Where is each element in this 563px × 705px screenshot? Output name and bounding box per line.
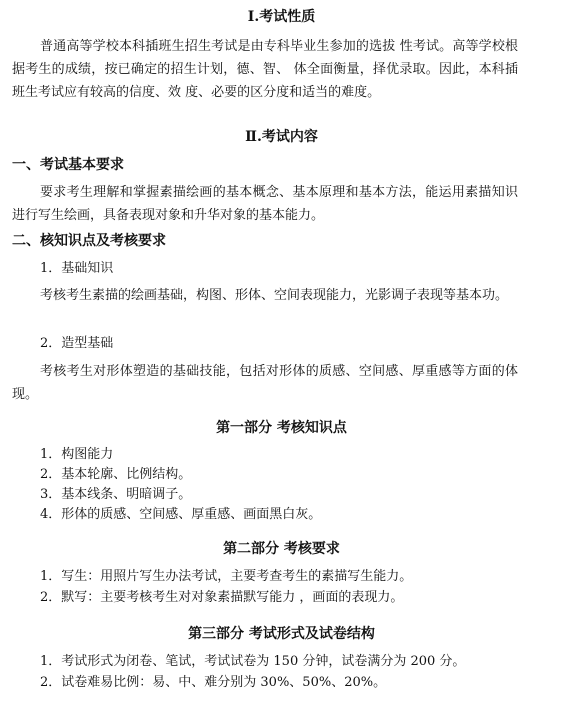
part-one-title: 第一部分 考核知识点 [216, 420, 347, 436]
core-item-1-label: 1．基础知识 [40, 261, 114, 276]
exam-nature-paragraph: 普通高等学校本科插班生招生考试是由专科毕业生参加的选拔 性考试。高等学校根据考生的成绩，按已确定的招生计划，德、智、 体全面衡量，择优录取。因此，本科插班生考试应有较高的信度、效 度、必要的区分度和适当的难度。 [12, 39, 518, 100]
part-one-item: 4．形体的质感、空间感、厚重感、画面黑白灰。 [40, 507, 322, 522]
core-item-2-text: 考核考生对形体塑造的基础技能，包括对形体的质感、空间感、厚重感等方面的体现。 [12, 364, 518, 402]
core-points-heading: 二、核知识点及考核要求 [12, 233, 166, 249]
part-one-item: 1．构图能力 [40, 447, 114, 462]
basic-requirements-heading: 一、考试基本要求 [12, 157, 124, 173]
section-title-exam-content: Ⅱ.考试内容 [245, 129, 318, 145]
part-two-title: 第二部分 考核要求 [223, 541, 340, 557]
part-three-item: 1．考试形式为闭卷、笔试，考试试卷为 150 分钟，试卷满分为 200 分。 [40, 654, 466, 669]
core-item-2-label: 2．造型基础 [40, 336, 114, 351]
part-three-item: 2．试卷难易比例：易、中、难分别为 30%、50%、20%。 [40, 675, 387, 690]
basic-requirements-paragraph: 要求考生理解和掌握素描绘画的基本概念、基本原理和基本方法，能运用素描知识进行写生绘画，具备表现对象和升华对象的基本能力。 [12, 185, 518, 223]
part-one-item: 3．基本线条、明暗调子。 [40, 487, 192, 502]
part-one-item: 2．基本轮廓、比例结构。 [40, 467, 192, 482]
core-item-1-text: 考核考生素描的绘画基础，构图、形体、空间表现能力，光影调子表现等基本功。 [40, 288, 509, 303]
part-three-title: 第三部分 考试形式及试卷结构 [188, 626, 375, 642]
part-two-item: 1．写生：用照片写生办法考试，主要考查考生的素描写生能力。 [40, 569, 413, 584]
section-title-exam-nature: Ⅰ.考试性质 [247, 9, 316, 25]
part-two-item: 2．默写：主要考核考生对对象素描默写能力 ，画面的表现力。 [40, 590, 404, 605]
